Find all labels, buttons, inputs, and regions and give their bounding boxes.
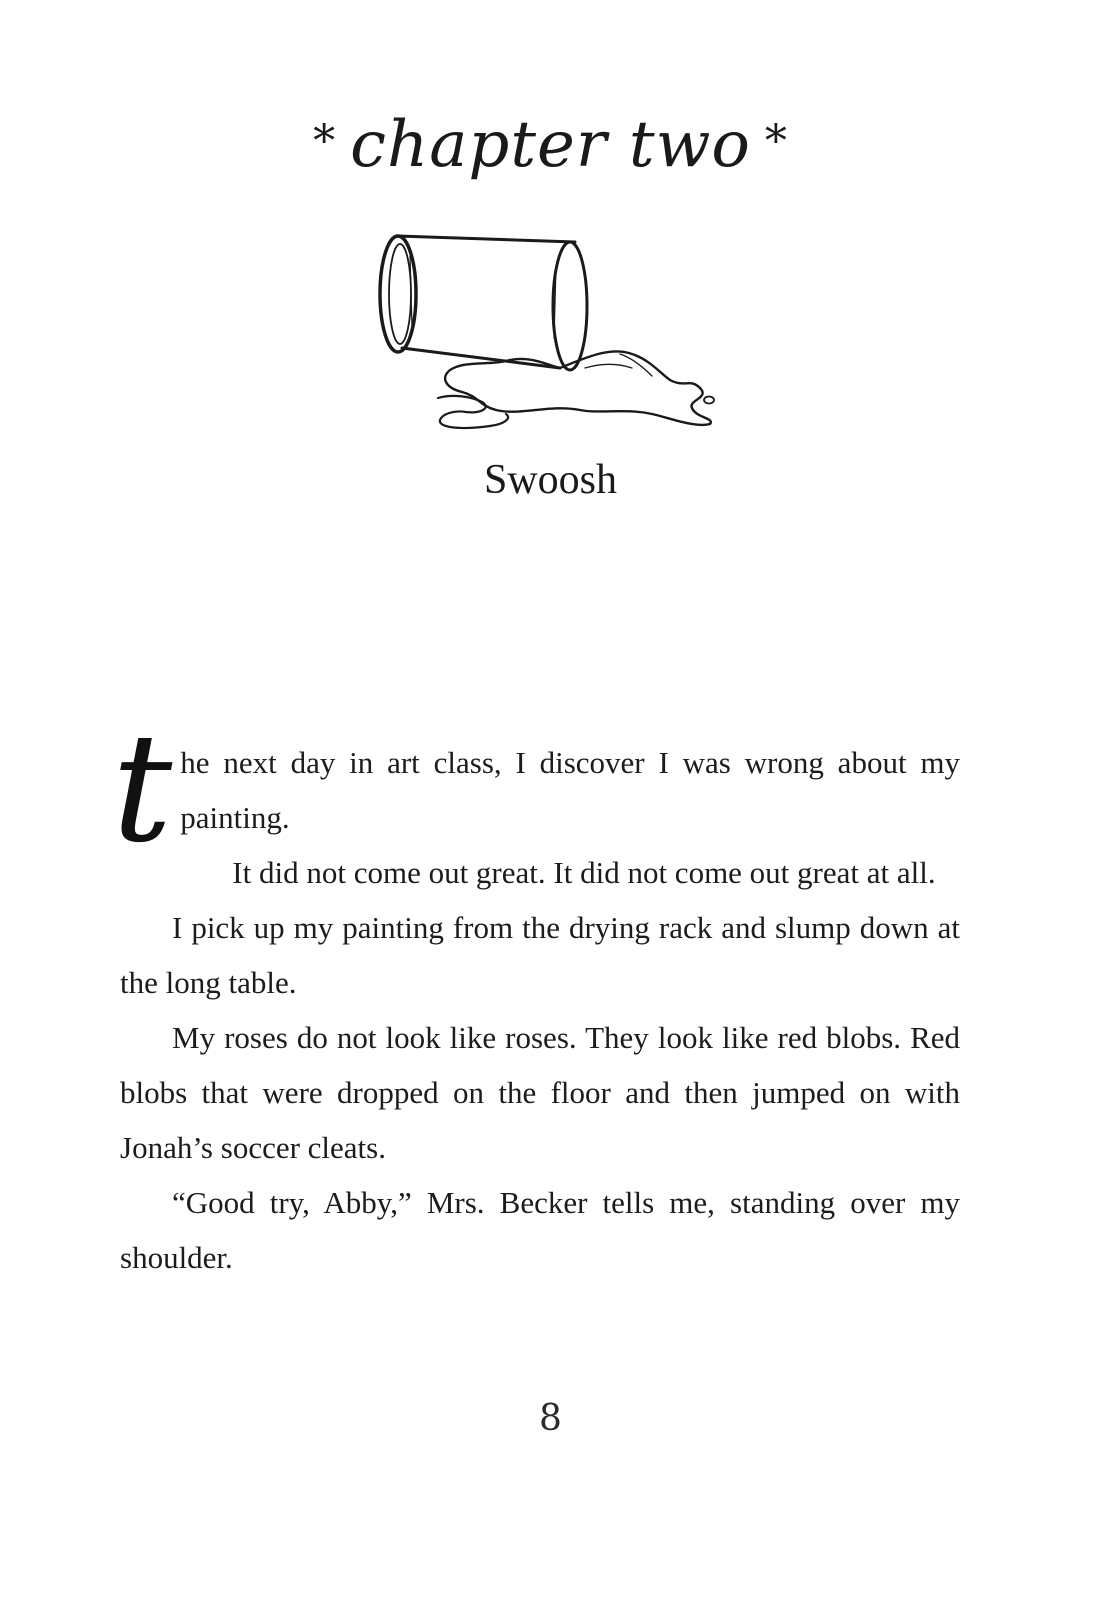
chapter-heading bbox=[0, 108, 1101, 182]
paragraph: It did not come out great. It did not come out great at all. bbox=[232, 855, 936, 890]
paragraph: My roses do not look like roses. They look like red blobs. Red blobs that were dropped on the floor and then jumped on with Jonah’s soccer cleats. bbox=[120, 1020, 960, 1165]
paragraph: I pick up my painting from the drying rack and slump down at the long table. bbox=[120, 910, 960, 1000]
chapter-title: Swoosh bbox=[483, 457, 618, 503]
chapter-number-label: chapter two bbox=[350, 108, 751, 182]
body-text bbox=[112, 702, 960, 1285]
ornament-right: * bbox=[764, 116, 788, 167]
ornament-left: * bbox=[313, 116, 337, 167]
page-number: 8 bbox=[539, 1398, 562, 1439]
paragraph: “Good try, Abby,” Mrs. Becker tells me, standing over my shoulder. bbox=[120, 1185, 960, 1275]
spilled-glass-icon bbox=[370, 228, 730, 444]
first-paragraph-text: he next day in art class, I discover I was wrong about my painting. bbox=[180, 745, 960, 835]
drop-cap: t bbox=[112, 702, 173, 876]
